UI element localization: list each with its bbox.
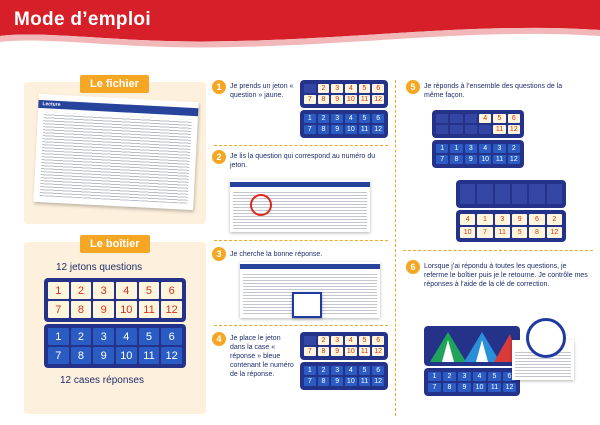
answer-cell-1: 1 xyxy=(304,114,316,123)
answer-cell-2: 2 xyxy=(71,328,92,345)
question-token-5: 5 xyxy=(493,114,505,123)
question-token-12: 12 xyxy=(547,227,562,238)
answer-cell-7: 7 xyxy=(304,125,316,134)
answer-cell-3: 3 xyxy=(331,366,343,375)
answer-cell-11: 11 xyxy=(488,383,501,392)
question-token-5: 5 xyxy=(139,282,160,299)
answer-cell-10: 10 xyxy=(116,347,137,364)
answer-cell-6: 2 xyxy=(508,144,520,153)
question-token-4: 9 xyxy=(512,214,527,225)
answer-cell-3: 3 xyxy=(93,328,114,345)
question-token-9: 9 xyxy=(93,301,114,318)
question-token-5: 6 xyxy=(529,214,544,225)
question-token-7: 10 xyxy=(460,227,475,238)
answer-cell-2: 2 xyxy=(318,366,330,375)
column-divider xyxy=(395,80,396,416)
page-title: Mode d’emploi xyxy=(14,9,151,30)
step-1-answer-tray xyxy=(300,110,388,138)
answer-cell-10: 10 xyxy=(479,155,491,164)
step-5-text: Je réponds à l’ensemble des questions de la même façon. xyxy=(424,83,563,99)
step-2-number: 2 xyxy=(212,150,226,164)
step-divider-3 xyxy=(214,325,388,326)
question-token-10: 5 xyxy=(512,227,527,238)
question-token-9: 11 xyxy=(495,227,510,238)
answer-cell-12: 12 xyxy=(503,383,516,392)
question-token-8 xyxy=(450,125,462,134)
answer-cell-11: 11 xyxy=(359,125,371,134)
answer-cell-7: 7 xyxy=(48,347,69,364)
fichier-doc-title: Lecture xyxy=(42,101,61,109)
step-1-text: Je prends un jeton « question » jaune. xyxy=(230,83,294,99)
question-token-6: 6 xyxy=(508,114,520,123)
answer-cell-11: 11 xyxy=(493,155,505,164)
question-token-4: 4 xyxy=(345,84,357,93)
boitier-tag: Le boîtier xyxy=(80,235,150,253)
answer-cell-7: 7 xyxy=(436,155,448,164)
question-token-9: 9 xyxy=(331,95,343,104)
step-divider-1 xyxy=(214,145,388,146)
answer-cell-8: 8 xyxy=(318,377,330,386)
answer-cell-4: 4 xyxy=(473,372,486,381)
question-token-11: 11 xyxy=(359,95,371,104)
question-token-3: 3 xyxy=(93,282,114,299)
question-token-11: 11 xyxy=(359,347,371,356)
step-2-text: Je lis la question qui correspond au numéro du jeton. xyxy=(230,153,376,169)
fichier-thumbnail xyxy=(33,94,198,210)
answer-cell-10: 10 xyxy=(346,126,355,133)
answer-cell-4: 4 xyxy=(345,366,357,375)
question-token-10: 10 xyxy=(116,301,137,318)
question-token-3: 3 xyxy=(495,214,510,225)
question-token-1 xyxy=(304,84,316,93)
answer-cell-11: 11 xyxy=(139,347,160,364)
answer-cell-3: 3 xyxy=(465,144,477,153)
question-token-10: 10 xyxy=(346,96,355,103)
question-token-4: 4 xyxy=(345,336,357,345)
answer-cell-2 xyxy=(477,184,492,204)
answer-cell-5: 5 xyxy=(139,328,160,345)
step-6-key-pattern xyxy=(424,326,520,366)
answer-cell-6 xyxy=(547,184,562,204)
question-token-7: 7 xyxy=(304,347,316,356)
answer-cell-8: 8 xyxy=(443,383,456,392)
question-token-4: 4 xyxy=(479,114,491,123)
answer-cell-4: 4 xyxy=(345,114,357,123)
question-token-2 xyxy=(450,114,462,123)
answer-cell-9: 9 xyxy=(93,347,114,364)
answer-cell-4 xyxy=(512,184,527,204)
answer-cell-4: 4 xyxy=(116,328,137,345)
question-token-9 xyxy=(465,125,477,134)
answer-cell-8: 8 xyxy=(450,155,462,164)
question-token-tray xyxy=(44,278,186,322)
answer-cell-12: 12 xyxy=(161,347,182,364)
answer-cell-8: 8 xyxy=(71,347,92,364)
question-token-12: 12 xyxy=(161,301,182,318)
answer-cell-2: 1 xyxy=(450,144,462,153)
question-token-9: 9 xyxy=(331,347,343,356)
step-6-answer-tray xyxy=(424,368,520,396)
answer-cell-3 xyxy=(495,184,510,204)
question-token-2: 2 xyxy=(71,282,92,299)
step-5-empty-tray xyxy=(456,180,566,208)
question-token-10: 10 xyxy=(346,348,355,355)
answer-cell-6: 6 xyxy=(161,328,182,345)
question-token-11: 11 xyxy=(139,301,160,318)
answer-cell-5: 5 xyxy=(359,114,371,123)
step-3-text: Je cherche la bonne réponse. xyxy=(230,251,323,258)
step-4-question-tray xyxy=(300,332,388,360)
step-5-question-tray xyxy=(432,110,524,138)
question-token-2: 1 xyxy=(477,214,492,225)
answer-cell-9: 9 xyxy=(331,125,343,134)
question-token-12: 12 xyxy=(374,96,383,103)
question-token-8: 7 xyxy=(477,227,492,238)
step-3-number: 3 xyxy=(212,247,226,261)
answer-cell-1: 1 xyxy=(436,144,448,153)
answer-cell-7: 7 xyxy=(304,377,316,386)
question-token-3 xyxy=(465,114,477,123)
question-token-6: 6 xyxy=(372,336,384,345)
answer-cell-5: 5 xyxy=(488,372,501,381)
answer-cell-1 xyxy=(460,184,475,204)
step-4-text: Je place le jeton dans la case « réponse » bleue contenant le numéro de la réponse. xyxy=(230,335,294,378)
step-6-zoom-circle xyxy=(526,318,566,358)
answer-cell-5: 3 xyxy=(493,144,505,153)
question-token-10 xyxy=(479,125,491,134)
question-token-1 xyxy=(304,336,316,345)
question-token-8: 8 xyxy=(318,347,330,356)
page-header xyxy=(0,0,600,58)
answer-cell-9: 9 xyxy=(458,383,471,392)
answer-cell-1: 1 xyxy=(304,366,316,375)
step-5-filled-tray xyxy=(456,210,566,242)
question-token-3: 3 xyxy=(331,336,343,345)
answer-cell-9: 9 xyxy=(465,155,477,164)
answer-cell-12: 12 xyxy=(374,378,383,385)
answer-cell-1: 1 xyxy=(428,372,441,381)
answer-cell-2: 2 xyxy=(318,114,330,123)
step-divider-5 xyxy=(403,250,593,251)
step-6-text: Lorsque j’ai répondu à toutes les questions, je referme le boîtier puis je le retourne. Je contrôle mes réponses à l’aide de la clé de correction. xyxy=(424,263,588,288)
step-2-highlight-circle xyxy=(250,194,272,216)
boitier-bottom-caption: 12 cases réponses xyxy=(60,375,144,386)
step-4-number: 4 xyxy=(212,332,226,346)
answer-cell-6: 6 xyxy=(503,372,516,381)
step-5-answer-tray xyxy=(432,140,524,168)
question-token-7: 7 xyxy=(304,95,316,104)
step-4-answer-tray xyxy=(300,362,388,390)
step-1-question-tray xyxy=(300,80,388,108)
answer-cell-5: 5 xyxy=(359,366,371,375)
answer-cell-10: 10 xyxy=(473,383,486,392)
question-token-6: 6 xyxy=(372,84,384,93)
question-token-11: 8 xyxy=(529,227,544,238)
question-token-8: 8 xyxy=(318,95,330,104)
question-token-3: 3 xyxy=(331,84,343,93)
answer-cell-10: 10 xyxy=(346,378,355,385)
answer-cell-4: 4 xyxy=(479,144,491,153)
answer-cell-tray xyxy=(44,324,186,368)
answer-cell-6: 6 xyxy=(372,114,384,123)
answer-cell-8: 8 xyxy=(318,125,330,134)
answer-cell-12: 12 xyxy=(508,155,520,164)
step-1-number: 1 xyxy=(212,80,226,94)
step-divider-2 xyxy=(214,240,388,241)
question-token-7: 7 xyxy=(48,301,69,318)
question-token-11: 11 xyxy=(493,125,505,134)
question-token-12: 12 xyxy=(508,125,520,134)
answer-cell-1: 1 xyxy=(48,328,69,345)
question-token-1 xyxy=(436,114,448,123)
question-token-1: 1 xyxy=(48,282,69,299)
step-6-number: 6 xyxy=(406,260,420,274)
answer-cell-12: 12 xyxy=(374,126,383,133)
question-token-1: 4 xyxy=(460,214,475,225)
question-token-12: 12 xyxy=(374,348,383,355)
question-token-6: 2 xyxy=(547,214,562,225)
answer-cell-11: 11 xyxy=(359,377,371,386)
answer-cell-9: 9 xyxy=(331,377,343,386)
question-token-2: 2 xyxy=(318,84,330,93)
answer-cell-2: 2 xyxy=(443,372,456,381)
answer-cell-7: 7 xyxy=(428,383,441,392)
question-token-5: 5 xyxy=(359,84,371,93)
answer-cell-3: 3 xyxy=(458,372,471,381)
question-token-7 xyxy=(436,125,448,134)
answer-cell-6: 6 xyxy=(372,366,384,375)
question-token-6: 6 xyxy=(161,282,182,299)
step-5-number: 5 xyxy=(406,80,420,94)
fichier-tag: Le fichier xyxy=(80,75,149,93)
question-token-4: 4 xyxy=(116,282,137,299)
step-3-zoom-card xyxy=(292,292,322,318)
question-token-2: 2 xyxy=(318,336,330,345)
question-token-8: 8 xyxy=(71,301,92,318)
answer-cell-5 xyxy=(529,184,544,204)
boitier-top-caption: 12 jetons questions xyxy=(56,262,143,273)
question-token-5: 5 xyxy=(359,336,371,345)
answer-cell-3: 3 xyxy=(331,114,343,123)
